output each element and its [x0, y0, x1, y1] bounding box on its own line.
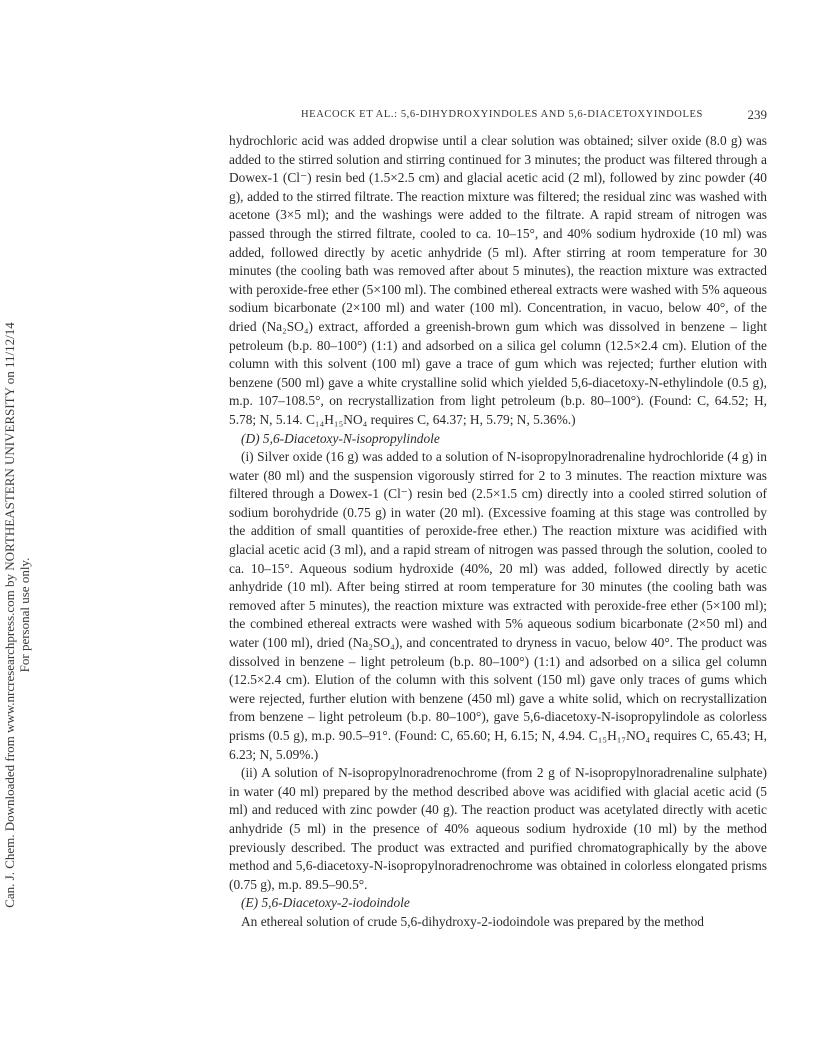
paragraph-d-ii: (ii) A solution of N-isopropylnoradrenochrome (from 2 g of N-isopropylnoradrenaline sulphate) in water (40 ml) prepared by the method described above was acidified with glacial acetic acid (5 ml) and reduced with zinc powder (40 g). The reaction product was acetylated directly with acetic anhydride (5 ml) in the presence of 40% aqueous sodium hydroxide (10 ml) by the method previously described. The product was extracted and purified chromatographically by the above method and 5,6-diacetoxy-N-isopropylnoradrenochrome was obtained in colorless elongated prisms (0.75 g), m.p. 89.5–90.5°. — [229, 765, 767, 892]
paragraph-d-i: (i) Silver oxide (16 g) was added to a solution of N-isopropylnoradrenaline hydrochloride (4 g) in water (80 ml) and the suspension vigorously stirred for 2 to 3 minutes. The reaction mixture was filtered through a Dowex-1 (Cl⁻) resin bed (2.5×1.5 cm) directly into a cooled stirred solution of sodium borohydride (0.75 g) in water (20 ml). (Excessive foaming at this stage was controlled by the addition of small quantities of peroxide-free ether.) The reaction mixture was acidified with glacial acetic acid (3 ml), and a rapid stream of nitrogen was passed through the solution, cooled to ca. 10–15°. Aqueous sodium hydroxide (40%, 20 ml) was added, followed directly by acetic anhydride (10 ml). After being stirred at room temperature for 30 minutes (the cooling bath was removed after 5 minutes), the reaction mixture was extracted with peroxide-free ether (5×100 ml); the combined ethereal extracts were washed with 5% aqueous sodium bicarbonate (2×50 ml) and water (100 ml), dried (Na₂SO₄), and concentrated to dryness in vacuo, below 40°. The product was dissolved in benzene – light petroleum (b.p. 80–100°) (1:1) and adsorbed on a silica gel column (12.5×2.4 cm). Elution of the column with this solvent (150 ml) gave only traces of gums which were rejected, further elution with benzene (450 ml) gave a white solid, which on recrystallization from benzene – light petroleum (b.p. 80–100°), gave 5,6-diacetoxy-N-isopropylindole as colorless prisms (0.5 g), m.p. 90.5–91°. (Found: C, 65.60; H, 6.15; N, 4.94. C₁₅H₁₇NO₄ requires C, 65.43; H, 6.23; N, 5.09%.) — [229, 449, 767, 762]
paragraph-continuation: hydrochloric acid was added dropwise until a clear solution was obtained; silver oxide (8.0 g) was added to the stirred solution and stirring continued for 3 minutes; the product was filtered through a Dowex-1 (Cl⁻) resin bed (1.5×2.5 cm) and glacial acetic acid (2 ml), followed by zinc powder (40 g), added to the stirred filtrate. The reaction mixture was filtered; the residual zinc was washed with acetone (3×5 ml); and the washings were added to the filtrate. A rapid stream of nitrogen was passed through the stirred filtrate, cooled to ca. 10–15°, and 40% sodium hydroxide (10 ml) was added, followed directly by acetic anhydride (5 ml). After stirring at room temperature for 30 minutes (the cooling bath was removed after about 5 minutes), the reaction mixture was extracted with peroxide-free ether (5×100 ml). The combined ethereal extracts were washed with 5% aqueous sodium bicarbonate (2×100 ml) and water (100 ml). Concentration, in vacuo, below 40°, of the dried (Na₂SO₄) extract, afforded a greenish-brown gum which was dissolved in benzene – light petroleum (b.p. 80–100°) (1:1) and adsorbed on a silica gel column (12.5×2.4 cm). Elution of the column with this solvent (100 ml) gave a trace of gum which was rejected; further elution with benzene (500 ml) gave a white crystalline solid which yielded 5,6-diacetoxy-N-ethylindole (0.5 g), m.p. 107–108.5°, on recrystallization from light petroleum (b.p. 80–100°). (Found: C, 64.52; H, 5.78; N, 5.14. C₁₄H₁₅NO₄ requires C, 64.37; H, 5.79; N, 5.36%.) — [229, 133, 767, 427]
watermark-line-1: Can. J. Chem. Downloaded from www.nrcresearchpress.com by NORTHEASTERN UNIVERSITY on 11/12/14 — [2, 322, 17, 908]
running-header — [229, 109, 767, 125]
paragraph-e: An ethereal solution of crude 5,6-dihydroxy-2-iodoindole was prepared by the method — [241, 913, 704, 929]
watermark-line-2: For personal use only. — [17, 557, 32, 673]
page-number: 239 — [747, 107, 767, 122]
download-watermark — [2, 230, 42, 1000]
section-heading-d: (D) 5,6-Diacetoxy-N-isopropylindole — [241, 430, 440, 446]
running-title: HEACOCK ET AL.: 5,6-DIHYDROXYINDOLES AND 5,6-DIACETOXYINDOLES — [301, 109, 703, 120]
section-heading-e: (E) 5,6-Diacetoxy-2-iodoindole — [241, 895, 410, 911]
article-body — [229, 132, 767, 932]
